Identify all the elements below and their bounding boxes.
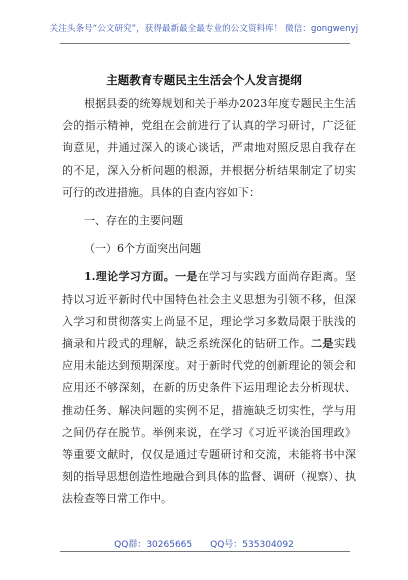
- item-1-paragraph: [62, 266, 356, 510]
- footer-qq-group: QQ群：30265665: [114, 540, 193, 550]
- header-banner: 关注头条号“公文研究”，获得最新最全最专业的公文资料库！ 微信：gongwenyj: [49, 24, 359, 34]
- item-1-point-two-text: 实践应用未能达到预期深度。对于新时代党的创新理论的领会和应用还不够深刻，在新的历史条件下运用理论去分析现状、推动任务、解决问题的实例不足，措施缺乏切实性，学与用之间仍存在脱节。举例来说，在学习《习近平谈治国理政》等重要文献时，仅仅是通过专题研讨和交流，未能将书中深刻的指导思想创造性地融合到具体的监督、调研（视察）、执法检查等日常工作中。: [62, 337, 357, 506]
- footer-divider: [60, 551, 350, 552]
- document-title: 主题教育专题民主生活会个人发言提纲: [106, 73, 302, 87]
- intro-paragraph: 根据县委的统筹规划和关于举办2023年度专题民主生活会的指示精神，党组在会前进行了认真的学习研讨，广泛征询意见，并通过深入的谈心谈话，严肃地对照反思自我存在的不足，深入分析问题的根源，并根据分析结果制定了切实可行的改进措施。具体的自查内容如下：: [62, 97, 356, 199]
- item-1-point-two-marker: 二是: [311, 337, 334, 351]
- item-1-point-one-marker: 一是: [175, 270, 198, 284]
- footer-contacts: [0, 537, 408, 550]
- section-heading: 一、存在的主要问题: [84, 214, 183, 228]
- item-1-label: 1.理论学习方面。: [84, 270, 176, 284]
- document-body: [62, 93, 356, 511]
- footer-qq-number: QQ号：535304092: [210, 540, 294, 550]
- subsection-heading: （一）6个方面突出问题: [84, 242, 201, 256]
- header-divider: [60, 43, 350, 44]
- item-1-point-one-text: 在学习与实践方面尚存距离。坚持以习近平新时代中国特色社会主义思想为引领不移，但深入学习和贯彻落实上尚显不足，理论学习多数局限于肤浅的摘录和片段式的理解，缺乏系统深化的钻研工作。: [62, 270, 357, 351]
